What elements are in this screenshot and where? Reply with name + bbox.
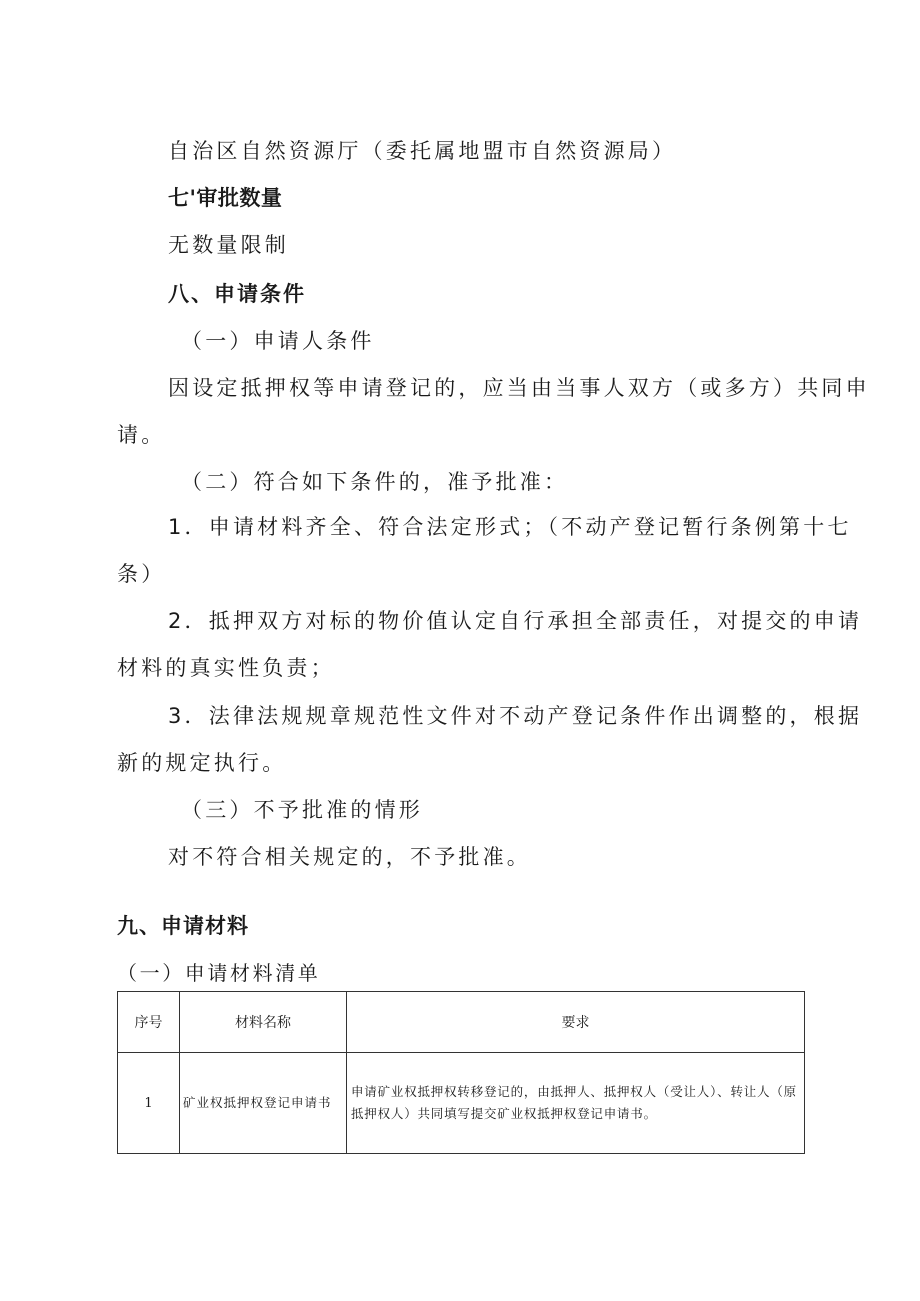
subsection-1-text-line-2: 请。: [117, 423, 166, 447]
subsection-3-heading: （三）不予批准的情形: [181, 798, 423, 822]
condition-item-2-line-2: 材料的真实性负责；: [117, 656, 335, 680]
condition-item-1-line-2: 条）: [117, 562, 166, 586]
table-header-row: [118, 992, 805, 1053]
header-name: 材料名称: [180, 992, 347, 1053]
header-requirement: 要求: [347, 992, 805, 1053]
condition-item-1-line-1: 1．申请材料齐全、符合法定形式；（不动产登记暂行条例第十七: [168, 515, 852, 539]
condition-item-2-line-1: 2．抵押双方对标的物价值认定自行承担全部责任，对提交的申请: [168, 609, 863, 633]
subsection-1-heading: （一）申请人条件: [181, 329, 375, 353]
condition-item-3-line-1: 3．法律法规规章规范性文件对不动产登记条件作出调整的，根据: [168, 704, 863, 728]
authority-text: 自治区自然资源厅（委托属地盟市自然资源局）: [168, 139, 677, 163]
subsection-2-heading: （二）符合如下条件的，准予批准：: [181, 470, 569, 494]
section-7-text: 无数量限制: [168, 233, 289, 257]
subsection-3-text: 对不符合相关规定的，不予批准。: [168, 845, 531, 869]
table-row: [118, 1053, 805, 1154]
row-num: 1: [118, 1053, 180, 1154]
section-8-heading: 八、申请条件: [168, 282, 306, 306]
section-9-heading: 九、申请材料: [117, 914, 249, 938]
row-material-name: 矿业权抵押权登记申请书: [180, 1053, 347, 1154]
header-num: 序号: [118, 992, 180, 1053]
subsection-1-text-line-1: 因设定抵押权等申请登记的，应当由当事人双方（或多方）共同申: [168, 376, 870, 400]
materials-list-heading: （一）申请材料清单: [117, 961, 321, 985]
row-requirement: 申请矿业权抵押权转移登记的，由抵押人、抵押权人（受让人）、转让人（原抵押权人）共同填写提交矿业权抵押权登记申请书。: [347, 1053, 805, 1154]
section-7-heading: 七'审批数量: [168, 186, 283, 210]
condition-item-3-line-2: 新的规定执行。: [117, 751, 287, 775]
materials-table: [117, 991, 805, 1154]
